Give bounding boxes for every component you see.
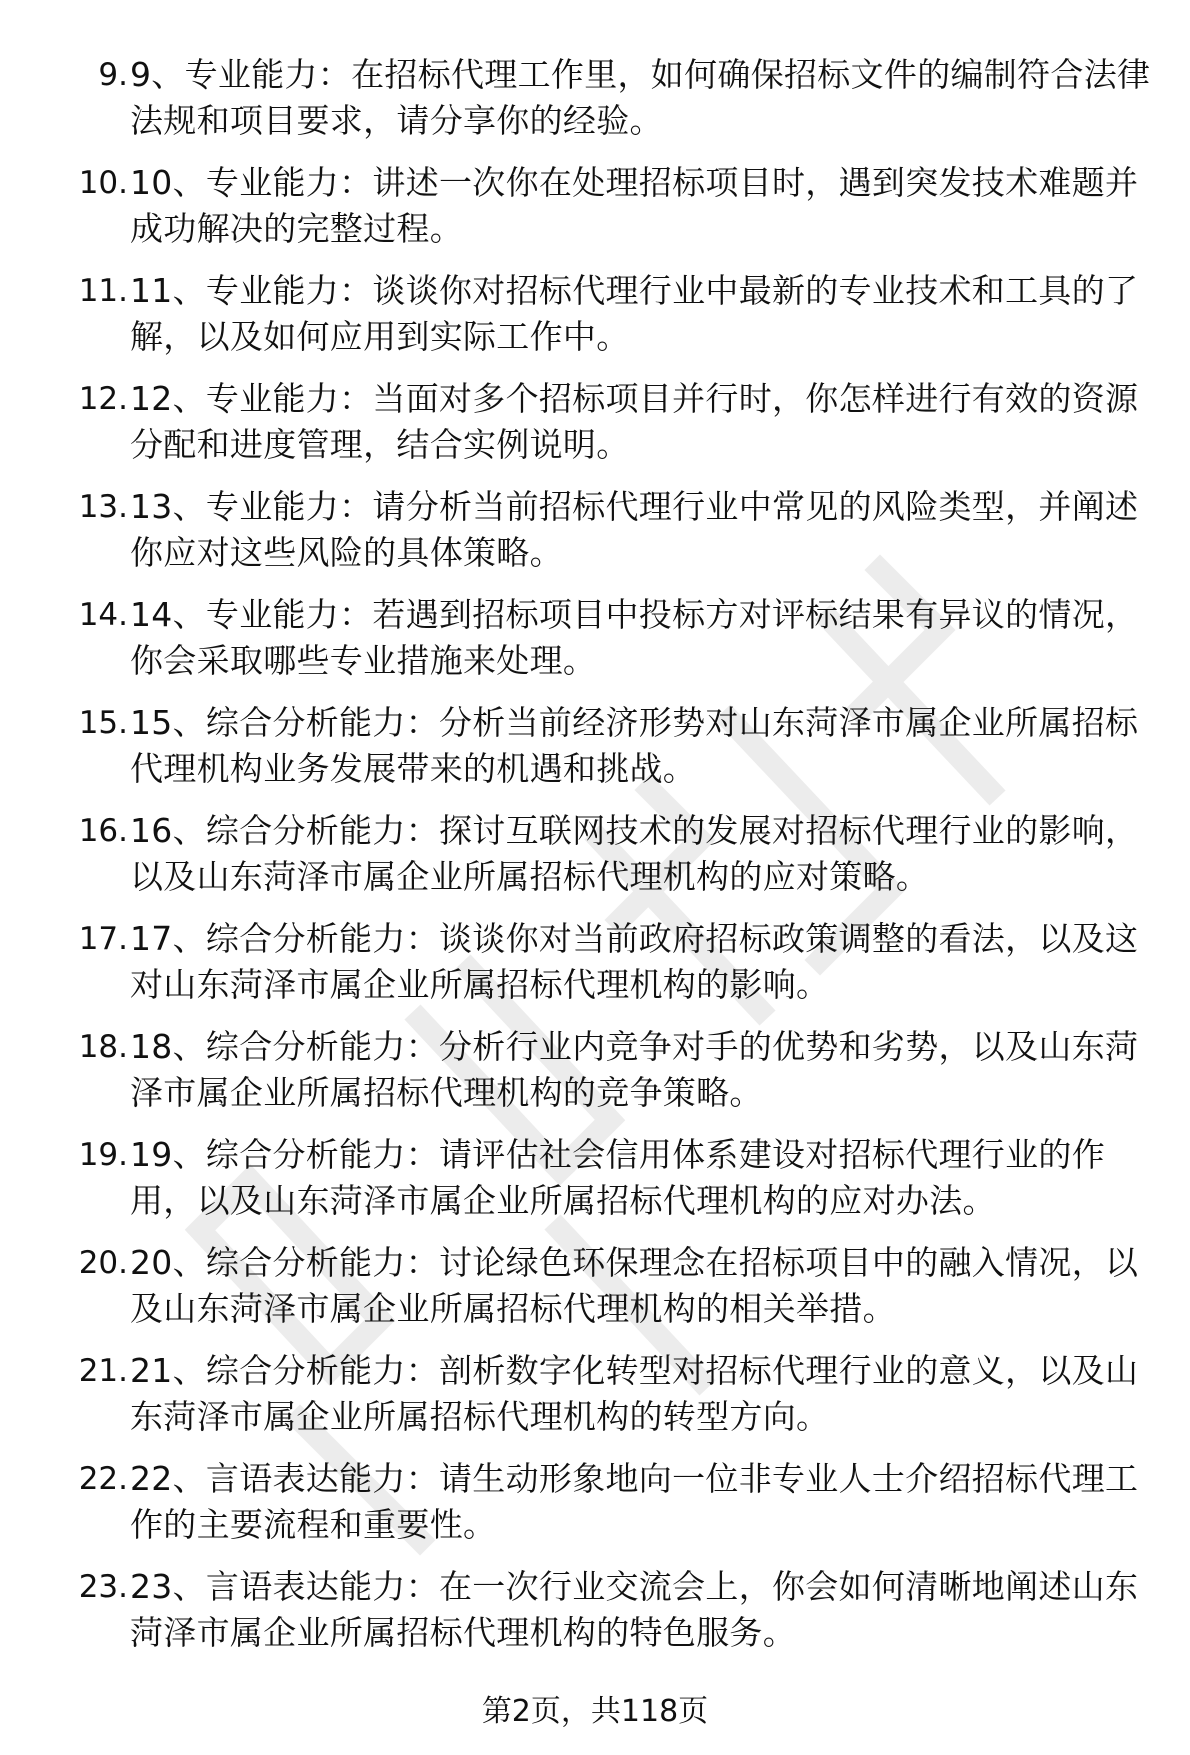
list-item — [0, 376, 1190, 484]
list-item — [0, 1564, 1190, 1672]
list-item — [0, 1132, 1190, 1240]
list-item — [0, 484, 1190, 592]
item-text: 20、综合分析能力：讨论绿色环保理念在招标项目中的融入情况，以及山东菏泽市属企业所属招标代理机构的相关举措。 — [130, 1243, 1139, 1328]
item-text: 21、综合分析能力：剖析数字化转型对招标代理行业的意义，以及山东菏泽市属企业所属招标代理机构的转型方向。 — [130, 1351, 1139, 1436]
item-number: 12. — [78, 381, 128, 417]
item-text: 14、专业能力：若遇到招标项目中投标方对评标结果有异议的情况，你会采取哪些专业措施来处理。 — [130, 595, 1139, 680]
list-item — [0, 1240, 1190, 1348]
item-number: 11. — [78, 273, 128, 309]
item-text: 13、专业能力：请分析当前招标代理行业中常见的风险类型，并阐述你应对这些风险的具体策略。 — [130, 487, 1139, 572]
list-item — [0, 700, 1190, 808]
list-item — [0, 916, 1190, 1024]
item-text: 22、言语表达能力：请生动形象地向一位非专业人士介绍招标代理工作的主要流程和重要性。 — [130, 1459, 1139, 1544]
item-number: 17. — [78, 921, 128, 957]
item-number: 21. — [78, 1353, 128, 1389]
list-item — [0, 268, 1190, 376]
item-number: 13. — [78, 489, 128, 525]
list-item — [0, 52, 1190, 160]
item-number: 16. — [78, 813, 128, 849]
item-text: 23、言语表达能力：在一次行业交流会上，你会如何清晰地阐述山东菏泽市属企业所属招标代理机构的特色服务。 — [130, 1567, 1139, 1652]
list-item — [0, 808, 1190, 916]
item-number: 10. — [78, 165, 128, 201]
item-number: 15. — [78, 705, 128, 741]
item-text: 9、专业能力：在招标代理工作里，如何确保招标文件的编制符合法律法规和项目要求，请分享你的经验。 — [130, 55, 1151, 140]
page-footer: 第2页，共118页 — [481, 1694, 709, 1729]
item-number: 14. — [78, 597, 128, 633]
item-number: 18. — [78, 1029, 128, 1065]
list-item — [0, 1456, 1190, 1564]
item-text: 19、综合分析能力：请评估社会信用体系建设对招标代理行业的作用，以及山东菏泽市属企业所属招标代理机构的应对办法。 — [130, 1135, 1105, 1220]
item-number: 19. — [78, 1137, 128, 1173]
item-number: 9. — [98, 57, 128, 93]
list-item — [0, 1348, 1190, 1456]
item-text: 17、综合分析能力：谈谈你对当前政府招标政策调整的看法，以及这对山东菏泽市属企业所属招标代理机构的影响。 — [130, 919, 1139, 1004]
item-number: 23. — [78, 1569, 128, 1605]
item-text: 16、综合分析能力：探讨互联网技术的发展对招标代理行业的影响，以及山东菏泽市属企业所属招标代理机构的应对策略。 — [130, 811, 1139, 896]
item-text: 15、综合分析能力：分析当前经济形势对山东菏泽市属企业所属招标代理机构业务发展带来的机遇和挑战。 — [130, 703, 1139, 788]
item-number: 22. — [78, 1461, 128, 1497]
list-item — [0, 592, 1190, 700]
list-item — [0, 160, 1190, 268]
item-text: 12、专业能力：当面对多个招标项目并行时，你怎样进行有效的资源分配和进度管理，结合实例说明。 — [130, 379, 1139, 464]
list-item — [0, 1024, 1190, 1132]
question-list — [0, 52, 1190, 1672]
item-text: 11、专业能力：谈谈你对招标代理行业中最新的专业技术和工具的了解，以及如何应用到实际工作中。 — [130, 271, 1139, 356]
item-text: 18、综合分析能力：分析行业内竞争对手的优势和劣势，以及山东菏泽市属企业所属招标代理机构的竞争策略。 — [130, 1027, 1139, 1112]
item-text: 10、专业能力：讲述一次你在处理招标项目时，遇到突发技术难题并成功解决的完整过程。 — [130, 163, 1139, 248]
item-number: 20. — [78, 1245, 128, 1281]
